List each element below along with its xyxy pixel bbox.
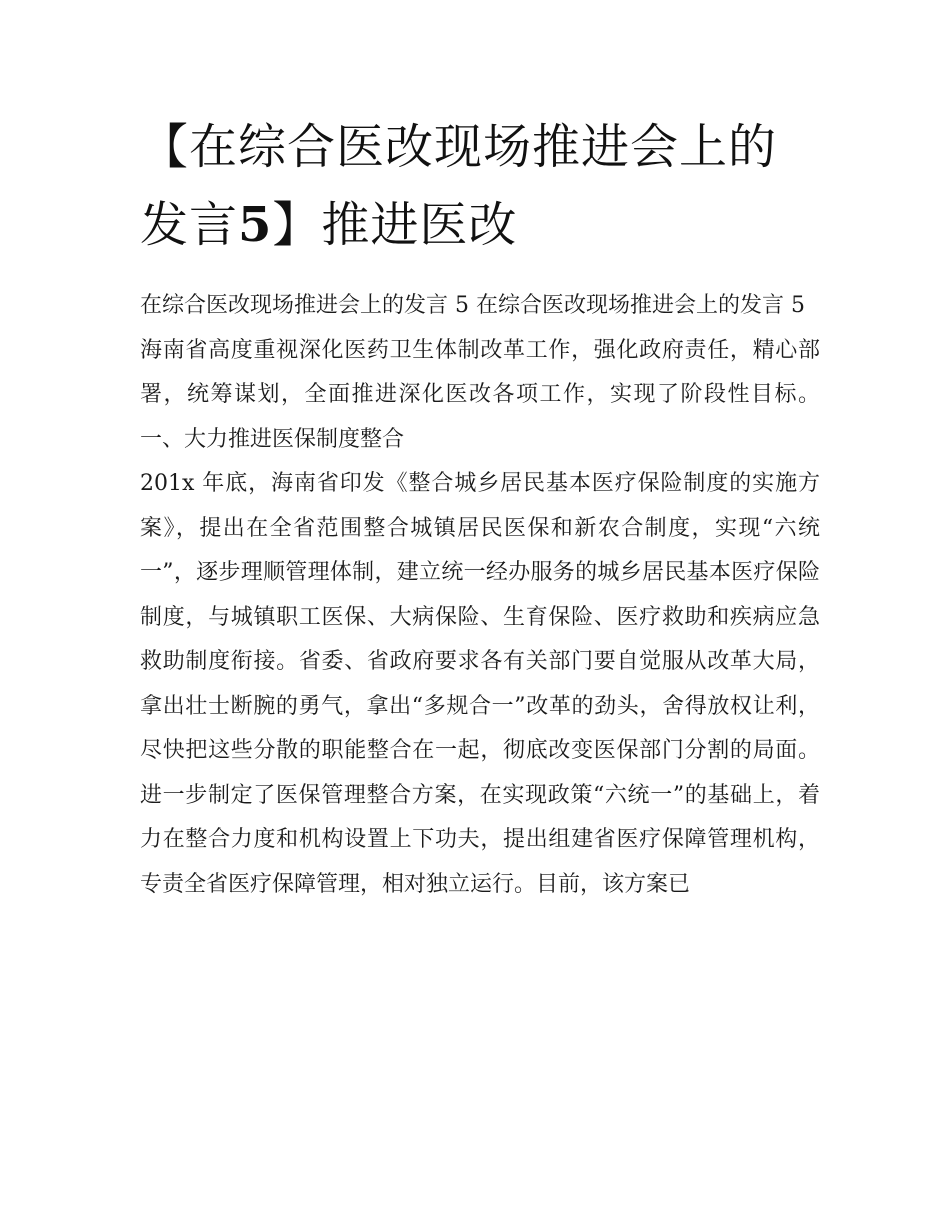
- document-title: [140, 108, 820, 264]
- document-page: [140, 108, 820, 907]
- paragraph-insurance-integration: 201x 年底，海南省印发《整合城乡居民基本医疗保险制度的实施方案》，提出在全省范围整合城镇居民医保和新农合制度，实现“六统一”，逐步理顺管理体制，建立统一经办服务的城乡居民基本医疗保险制度，与城镇职工医保、大病保险、生育保险、医疗救助和疾病应急救助制度衔接。省委、省政府要求各有关部门要自觉服从改革大局，拿出壮士断腕的勇气，拿出“多规合一”改革的劲头，舍得放权让利，尽快把这些分散的职能整合在一起，彻底改变医保部门分割的局面。进一步制定了医保管理整合方案，在实现政策“六统一”的基础上，着力在整合力度和机构设置上下功夫，提出组建省医疗保障管理机构，专责全省医疗保障管理，相对独立运行。目前，该方案已: [140, 471, 820, 897]
- title-prefix: 【在综合医改现场推进会上的发言: [140, 119, 778, 253]
- paragraph-heading-repeat: 在综合医改现场推进会上的发言 5 在综合医改现场推进会上的发言 5: [140, 293, 805, 318]
- title-suffix: 】推进医改: [272, 197, 518, 253]
- paragraph-intro: 海南省高度重视深化医药卫生体制改革工作，强化政府责任，精心部署，统筹谋划，全面推进深化医改各项工作，实现了阶段性目标。 一、大力推进医保制度整合: [140, 337, 820, 452]
- title-number: 5: [238, 197, 273, 253]
- document-body: [140, 284, 820, 907]
